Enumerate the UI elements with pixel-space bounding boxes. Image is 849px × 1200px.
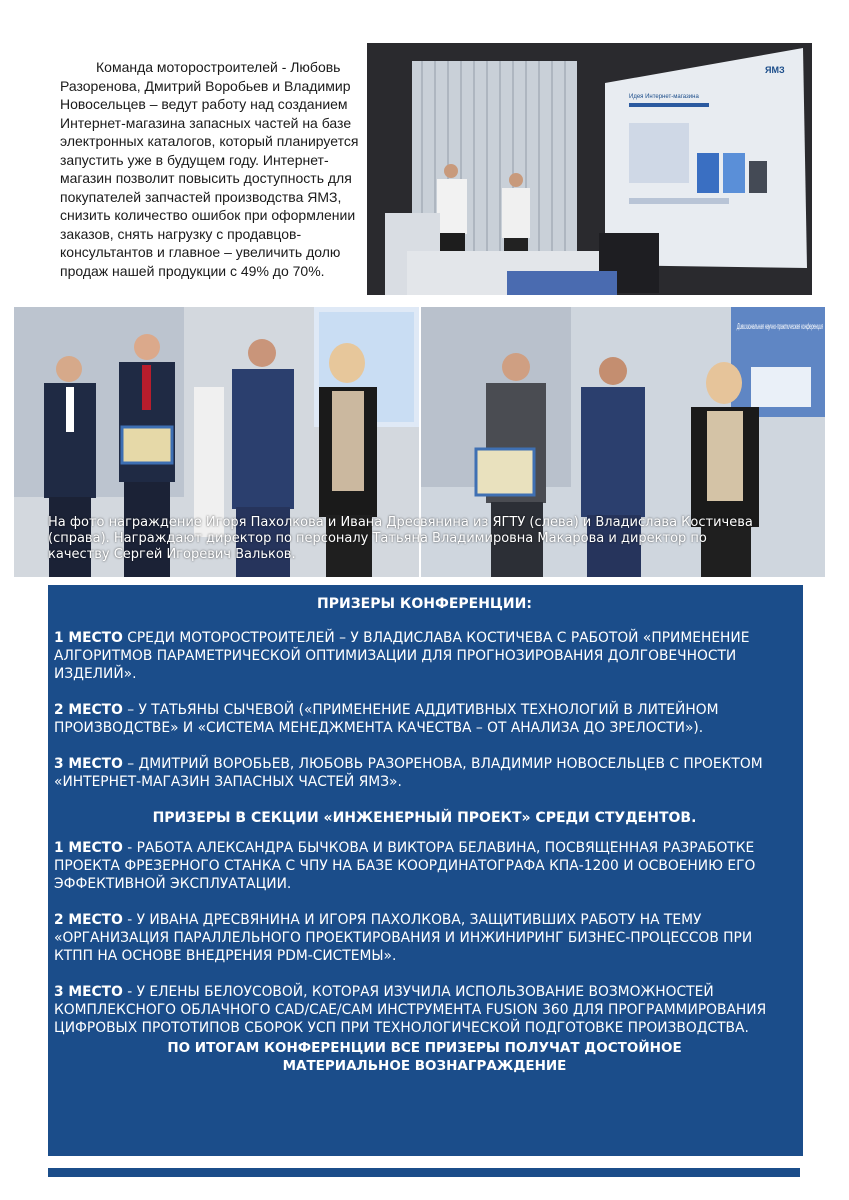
winners-box <box>48 585 803 1156</box>
final-note <box>54 1039 795 1075</box>
winner-text: – У ТАТЬЯНЫ СЫЧЕВОЙ («ПРИМЕНЕНИЕ АДДИТИВНЫХ ТЕХНОЛОГИЙ В ЛИТЕЙНОМ ПРОИЗВОДСТВЕ» И «СИСТЕМА МЕНЕДЖМЕНТА КАЧЕСТВА – ОТ АНАЛИЗА ДО ЗРЕЛОСТИ»). <box>54 702 719 736</box>
slide-title: Идея Интернет-магазина <box>629 94 699 100</box>
winner-text: - У ЕЛЕНЫ БЕЛОУСОВОЙ, КОТОРАЯ ИЗУЧИЛА ИСПОЛЬЗОВАНИЕ ВОЗМОЖНОСТЕЙ КОМПЛЕКСНОГО ОБЛАЧНОГО CAD/CAE/CAM ИНСТРУМЕНТА FUSION 360 ДЛЯ ПРОГРАММИРОВАНИЯ ЦИФРОВЫХ ПРОТОТИПОВ СБОРОК УСП ПРИ ТЕХНОЛОГИЧЕСКОЙ ПОДГОТОВКЕ ПРОИЗВОДСТВА. <box>54 984 767 1036</box>
slide-logo: ЯМЗ <box>765 65 785 75</box>
winner-conference-2 <box>54 701 795 737</box>
place-label: 3 МЕСТО <box>54 984 123 1000</box>
winner-student-1 <box>54 839 795 893</box>
place-label: 2 МЕСТО <box>54 702 123 718</box>
section-title: ПРИЗЕРЫ В СЕКЦИИ «ИНЖЕНЕРНЫЙ ПРОЕКТ» СРЕДИ СТУДЕНТОВ. <box>152 810 697 826</box>
bottom-rule <box>48 1168 800 1177</box>
winner-conference-3 <box>54 755 795 791</box>
winners-title: ПРИЗЕРЫ КОНФЕРЕНЦИИ: <box>317 596 532 612</box>
winner-text: – ДМИТРИЙ ВОРОБЬЕВ, ЛЮБОВЬ РАЗОРЕНОВА, ВЛАДИМИР НОВОСЕЛЬЦЕВ С ПРОЕКТОМ «ИНТЕРНЕТ-МАГАЗИН ЗАПАСНЫХ ЧАСТЕЙ ЯМЗ». <box>54 756 763 790</box>
final-note-line-1: ПО ИТОГАМ КОНФЕРЕНЦИИ ВСЕ ПРИЗЕРЫ ПОЛУЧАТ ДОСТОЙНОЕ <box>167 1040 682 1056</box>
intro-paragraph: Команда моторостроителей - Любовь Разоренова, Дмитрий Воробьев и Владимир Новосельцев – ведут работу над созданием Интернет-магазина запасных частей на базе электронных каталогов, который планируется запустить уже в будущем году. Интернет-магазин позволит повысить доступность для покупателей запчастей производства ЯМЗ, снизить количество ошибок при оформлении заказов, снять нагрузку с продавцов-консультантов и главное – увеличить долю продаж нашей продукции с 49% до 70%. <box>60 59 359 279</box>
final-note-line-2: МАТЕРИАЛЬНОЕ ВОЗНАГРАЖДЕНИЕ <box>282 1058 567 1074</box>
winner-text: - У ИВАНА ДРЕСВЯНИНА И ИГОРЯ ПАХОЛКОВА, ЗАЩИТИВШИХ РАБОТУ НА ТЕМУ «ОРГАНИЗАЦИЯ ПАРАЛЛЕЛЬНОГО ПРОЕКТИРОВАНИЯ И ИНЖИНИРИНГ БИЗНЕС-ПРОЦЕССОВ ПРИ КТПП НА ОСНОВЕ ВНЕДРЕНИЯ PDM-СИСТЕМЫ». <box>54 912 753 964</box>
place-label: 3 МЕСТО <box>54 756 123 772</box>
winner-student-2 <box>54 911 795 965</box>
winner-text: СРЕДИ МОТОРОСТРОИТЕЛЕЙ – У ВЛАДИСЛАВА КОСТИЧЕВА С РАБОТОЙ «ПРИМЕНЕНИЕ АЛГОРИТМОВ ПАРАМЕТРИЧЕСКОЙ ОПТИМИЗАЦИИ ДЛЯ ПРОГНОЗИРОВАНИЯ ДОЛГОВЕЧНОСТИ ИЗДЕЛИЙ». <box>54 630 750 682</box>
photo-caption: На фото награждение Игоря Пахолкова и Ивана Дресвянина из ЯГТУ (слева) и Владислава Костичева (справа). Награждают директор по персоналу Татьяна Владимировна Макарова и директор по качеству Сергей Игоревич Вальков. <box>48 515 753 562</box>
winner-student-3 <box>54 983 795 1037</box>
winner-text: - РАБОТА АЛЕКСАНДРА БЫЧКОВА И ВИКТОРА БЕЛАВИНА, ПОСВЯЩЕННАЯ РАЗРАБОТКЕ ПРОЕКТА ФРЕЗЕРНОГО СТАНКА С ЧПУ НА БАЗЕ КООРДИНАТОГРАФА КПА-1200 И ОСВОЕНИЮ ЕГО ЭФФЕКТИВНОЙ ЭКСПЛУАТАЦИИ. <box>54 840 756 892</box>
place-label: 2 МЕСТО <box>54 912 123 928</box>
presentation-photo <box>367 43 812 295</box>
winner-conference-1 <box>54 629 795 683</box>
conference-banner: Дивизиональная научно-практическая конференция <box>736 322 824 331</box>
place-label: 1 МЕСТО <box>54 840 123 856</box>
place-label: 1 МЕСТО <box>54 630 123 646</box>
